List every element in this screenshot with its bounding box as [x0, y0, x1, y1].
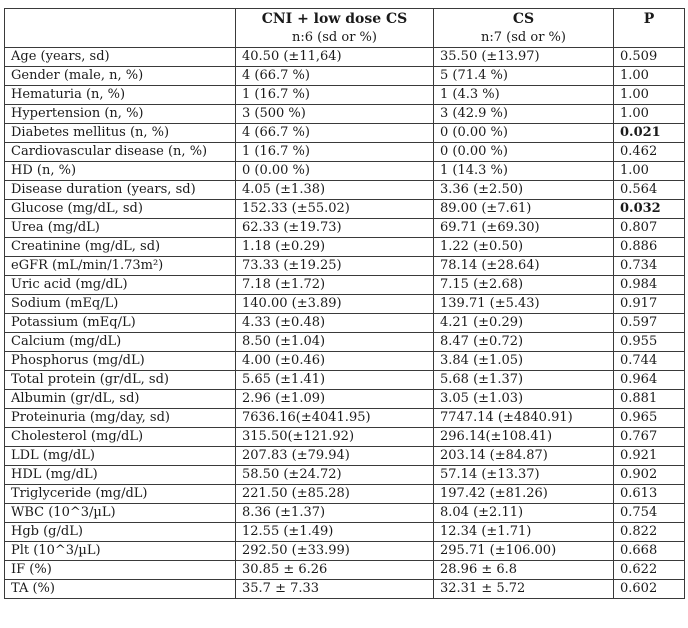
- p-value-cell: 0.021: [614, 124, 685, 143]
- row-label-cell: Gender (male, n, %): [5, 67, 236, 86]
- row-label-cell: TA (%): [5, 580, 236, 599]
- cni-value-cell: 4 (66.7 %): [236, 67, 434, 86]
- header-group-cs-title: CS: [512, 11, 535, 27]
- header-group-cni: [236, 9, 434, 48]
- p-value-cell: 0.602: [614, 580, 685, 599]
- row-label-cell: Total protein (gr/dL, sd): [5, 371, 236, 390]
- p-value-cell: 0.881: [614, 390, 685, 409]
- cs-value-cell: 12.34 (±1.71): [434, 523, 614, 542]
- cni-value-cell: 140.00 (±3.89): [236, 295, 434, 314]
- p-value-cell: 0.509: [614, 48, 685, 67]
- table-row: [5, 580, 685, 599]
- table-row: [5, 466, 685, 485]
- row-label-cell: Uric acid (mg/dL): [5, 276, 236, 295]
- table-row: [5, 428, 685, 447]
- cni-value-cell: 73.33 (±19.25): [236, 257, 434, 276]
- table-row: [5, 390, 685, 409]
- cni-value-cell: 152.33 (±55.02): [236, 200, 434, 219]
- header-group-cni-title: CNI + low dose CS: [261, 11, 408, 27]
- row-label-cell: Albumin (gr/dL, sd): [5, 390, 236, 409]
- header-p-title: P: [643, 11, 655, 27]
- p-value-cell: 0.921: [614, 447, 685, 466]
- row-label-cell: WBC (10^3/µL): [5, 504, 236, 523]
- table-row: [5, 352, 685, 371]
- p-value-cell: 0.902: [614, 466, 685, 485]
- row-label-cell: Cardiovascular disease (n, %): [5, 143, 236, 162]
- cs-value-cell: 5 (71.4 %): [434, 67, 614, 86]
- table-body: [5, 48, 685, 599]
- cni-value-cell: 30.85 ± 6.26: [236, 561, 434, 580]
- row-label-cell: Cholesterol (mg/dL): [5, 428, 236, 447]
- table-row: [5, 48, 685, 67]
- row-label-cell: Plt (10^3/µL): [5, 542, 236, 561]
- cni-value-cell: 3 (500 %): [236, 105, 434, 124]
- cs-value-cell: 3.84 (±1.05): [434, 352, 614, 371]
- table-row: [5, 105, 685, 124]
- cs-value-cell: 1 (4.3 %): [434, 86, 614, 105]
- table-row: [5, 219, 685, 238]
- p-value-cell: 0.822: [614, 523, 685, 542]
- header-label-column: [5, 9, 236, 48]
- cni-value-cell: 1 (16.7 %): [236, 86, 434, 105]
- row-label-cell: Sodium (mEq/L): [5, 295, 236, 314]
- cni-value-cell: 62.33 (±19.73): [236, 219, 434, 238]
- header-group-cs: [434, 9, 614, 48]
- header-group-cs-subtitle: n:7 (sd or %): [481, 30, 566, 45]
- table-row: [5, 409, 685, 428]
- table-row: [5, 143, 685, 162]
- cs-value-cell: 8.04 (±2.11): [434, 504, 614, 523]
- table-row: [5, 67, 685, 86]
- table-row: [5, 276, 685, 295]
- cni-value-cell: 4.00 (±0.46): [236, 352, 434, 371]
- row-label-cell: Urea (mg/dL): [5, 219, 236, 238]
- cs-value-cell: 0 (0.00 %): [434, 143, 614, 162]
- p-value-cell: 1.00: [614, 162, 685, 181]
- table-row: [5, 162, 685, 181]
- row-label-cell: Age (years, sd): [5, 48, 236, 67]
- cni-value-cell: 7636.16(±4041.95): [236, 409, 434, 428]
- p-value-cell: 0.668: [614, 542, 685, 561]
- cs-value-cell: 32.31 ± 5.72: [434, 580, 614, 599]
- table-row: [5, 542, 685, 561]
- row-label-cell: Creatinine (mg/dL, sd): [5, 238, 236, 257]
- row-label-cell: Proteinuria (mg/day, sd): [5, 409, 236, 428]
- p-value-cell: 1.00: [614, 105, 685, 124]
- cs-value-cell: 203.14 (±84.87): [434, 447, 614, 466]
- table-row: [5, 333, 685, 352]
- cni-value-cell: 0 (0.00 %): [236, 162, 434, 181]
- row-label-cell: eGFR (mL/min/1.73m²): [5, 257, 236, 276]
- cni-value-cell: 207.83 (±79.94): [236, 447, 434, 466]
- cs-value-cell: 3 (42.9 %): [434, 105, 614, 124]
- table-row: [5, 86, 685, 105]
- table-row: [5, 257, 685, 276]
- p-value-cell: 0.917: [614, 295, 685, 314]
- cni-value-cell: 58.50 (±24.72): [236, 466, 434, 485]
- table-row: [5, 200, 685, 219]
- row-label-cell: Disease duration (years, sd): [5, 181, 236, 200]
- cs-value-cell: 296.14(±108.41): [434, 428, 614, 447]
- row-label-cell: Calcium (mg/dL): [5, 333, 236, 352]
- row-label-cell: Phosphorus (mg/dL): [5, 352, 236, 371]
- table-row: [5, 523, 685, 542]
- row-label-cell: Hgb (g/dL): [5, 523, 236, 542]
- cs-value-cell: 89.00 (±7.61): [434, 200, 614, 219]
- row-label-cell: Potassium (mEq/L): [5, 314, 236, 333]
- p-value-cell: 1.00: [614, 86, 685, 105]
- cs-value-cell: 8.47 (±0.72): [434, 333, 614, 352]
- table-row: [5, 238, 685, 257]
- cni-value-cell: 4.33 (±0.48): [236, 314, 434, 333]
- p-value-cell: 0.964: [614, 371, 685, 390]
- cs-value-cell: 69.71 (±69.30): [434, 219, 614, 238]
- cs-value-cell: 35.50 (±13.97): [434, 48, 614, 67]
- p-value-cell: 0.955: [614, 333, 685, 352]
- cs-value-cell: 4.21 (±0.29): [434, 314, 614, 333]
- cs-value-cell: 28.96 ± 6.8: [434, 561, 614, 580]
- cs-value-cell: 1.22 (±0.50): [434, 238, 614, 257]
- cni-value-cell: 12.55 (±1.49): [236, 523, 434, 542]
- cni-value-cell: 5.65 (±1.41): [236, 371, 434, 390]
- header-group-cni-subtitle: n:6 (sd or %): [292, 30, 377, 45]
- cni-value-cell: 35.7 ± 7.33: [236, 580, 434, 599]
- table-row: [5, 371, 685, 390]
- p-value-cell: 0.886: [614, 238, 685, 257]
- cs-value-cell: 7.15 (±2.68): [434, 276, 614, 295]
- cni-value-cell: 8.36 (±1.37): [236, 504, 434, 523]
- table-row: [5, 295, 685, 314]
- cni-value-cell: 4 (66.7 %): [236, 124, 434, 143]
- cs-value-cell: 1 (14.3 %): [434, 162, 614, 181]
- cni-value-cell: 7.18 (±1.72): [236, 276, 434, 295]
- table-row: [5, 314, 685, 333]
- cni-value-cell: 4.05 (±1.38): [236, 181, 434, 200]
- cs-value-cell: 197.42 (±81.26): [434, 485, 614, 504]
- cni-value-cell: 292.50 (±33.99): [236, 542, 434, 561]
- cni-value-cell: 8.50 (±1.04): [236, 333, 434, 352]
- cni-value-cell: 1.18 (±0.29): [236, 238, 434, 257]
- row-label-cell: Hypertension (n, %): [5, 105, 236, 124]
- cs-value-cell: 3.36 (±2.50): [434, 181, 614, 200]
- row-label-cell: Diabetes mellitus (n, %): [5, 124, 236, 143]
- row-label-cell: Triglyceride (mg/dL): [5, 485, 236, 504]
- p-value-cell: 0.734: [614, 257, 685, 276]
- cs-value-cell: 295.71 (±106.00): [434, 542, 614, 561]
- p-value-cell: 0.965: [614, 409, 685, 428]
- p-value-cell: 0.564: [614, 181, 685, 200]
- header-p-value: [614, 9, 685, 48]
- cs-value-cell: 78.14 (±28.64): [434, 257, 614, 276]
- cni-value-cell: 221.50 (±85.28): [236, 485, 434, 504]
- p-value-cell: 1.00: [614, 67, 685, 86]
- row-label-cell: LDL (mg/dL): [5, 447, 236, 466]
- p-value-cell: 0.744: [614, 352, 685, 371]
- table-row: [5, 561, 685, 580]
- p-value-cell: 0.462: [614, 143, 685, 162]
- table-row: [5, 504, 685, 523]
- table-row: [5, 485, 685, 504]
- row-label-cell: IF (%): [5, 561, 236, 580]
- cni-value-cell: 40.50 (±11,64): [236, 48, 434, 67]
- table-row: [5, 181, 685, 200]
- p-value-cell: 0.767: [614, 428, 685, 447]
- p-value-cell: 0.807: [614, 219, 685, 238]
- p-value-cell: 0.622: [614, 561, 685, 580]
- cs-value-cell: 7747.14 (±4840.91): [434, 409, 614, 428]
- table-header-row: [5, 9, 685, 48]
- row-label-cell: Glucose (mg/dL, sd): [5, 200, 236, 219]
- row-label-cell: Hematuria (n, %): [5, 86, 236, 105]
- cni-value-cell: 315.50(±121.92): [236, 428, 434, 447]
- cs-value-cell: 3.05 (±1.03): [434, 390, 614, 409]
- cs-value-cell: 5.68 (±1.37): [434, 371, 614, 390]
- p-value-cell: 0.754: [614, 504, 685, 523]
- p-value-cell: 0.613: [614, 485, 685, 504]
- comparison-table: [4, 8, 685, 599]
- table-row: [5, 124, 685, 143]
- cni-value-cell: 1 (16.7 %): [236, 143, 434, 162]
- p-value-cell: 0.597: [614, 314, 685, 333]
- p-value-cell: 0.032: [614, 200, 685, 219]
- cs-value-cell: 57.14 (±13.37): [434, 466, 614, 485]
- table-row: [5, 447, 685, 466]
- p-value-cell: 0.984: [614, 276, 685, 295]
- row-label-cell: HDL (mg/dL): [5, 466, 236, 485]
- cs-value-cell: 139.71 (±5.43): [434, 295, 614, 314]
- cni-value-cell: 2.96 (±1.09): [236, 390, 434, 409]
- cs-value-cell: 0 (0.00 %): [434, 124, 614, 143]
- row-label-cell: HD (n, %): [5, 162, 236, 181]
